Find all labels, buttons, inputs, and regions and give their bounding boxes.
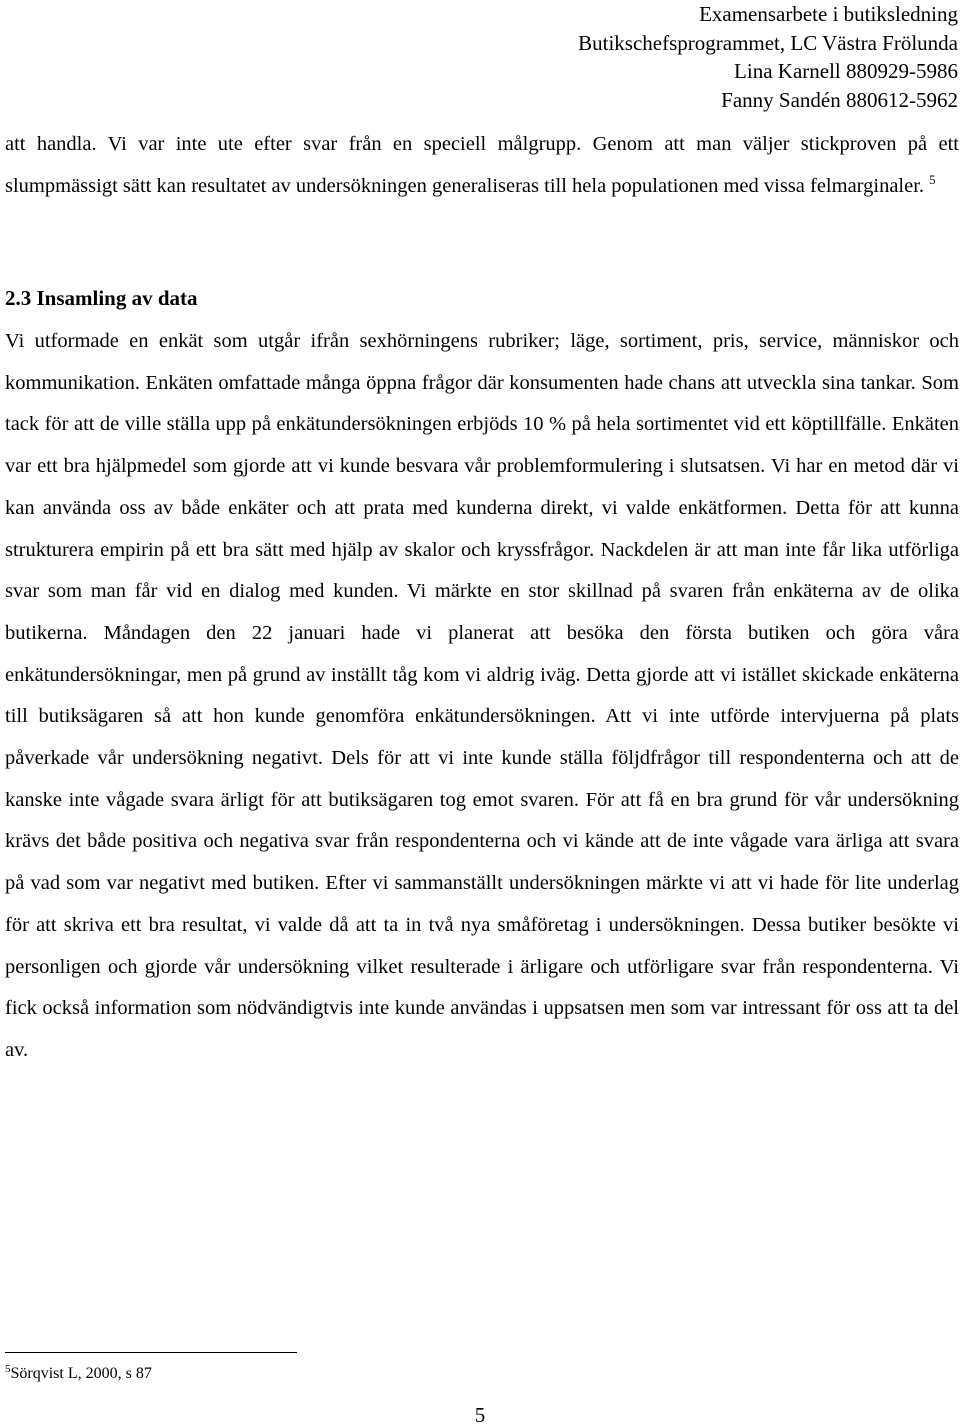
- section-paragraph: [5, 321, 959, 1072]
- section-heading: 2.3 Insamling av data: [5, 286, 198, 310]
- footnote-text: Sörqvist L, 2000, s 87: [10, 1365, 152, 1382]
- footnote-number: 5: [5, 1363, 11, 1375]
- footnote-divider: [5, 1352, 297, 1353]
- section-text: Vi utformade en enkät som utgår ifrån sexhörningens rubriker; läge, sortiment, pris, service, människor och kommunikation. Enkäten omfattade många öppna frågor där konsumenten hade chans att utveckla sina tankar. Som tack för att de ville ställa upp på enkätundersökningen erbjöds 10 % på hela sortimentet vid ett köptillfälle. Enkäten var ett bra hjälpmedel som gjorde att vi kunde besvara vår problemformulering i slutsatsen. Vi har en metod där vi kan använda oss av både enkäter och att prata med kunderna direkt, vi valde enkätformen. Detta för att kunna strukturera empirin på ett bra sätt med hjälp av skalor och kryssfrågor. Nackdelen är att man inte får lika utförliga svar som man får vid en dialog med kunden. Vi märkte en stor skillnad på svaren från enkäterna av de olika butikerna. Måndagen den 22 januari hade vi planerat att besöka den första butiken och göra våra enkätundersökningar, men på grund av inställt tåg kom vi aldrig iväg. Detta gjorde att vi istället skickade enkäterna till butiksägaren så att hon kunde genomföra enkätundersökningen. Att vi inte utförde intervjuerna på plats påverkade vår undersökning negativt. Dels för att vi inte kunde ställa följdfrågor till respondenterna och att de kanske inte vågade svara ärligt för att butiksägaren tog emot svaren. För att få en bra grund för vår undersökning krävs det både positiva och negativa svar från respondenterna och vi kände att de inte vågade vara ärliga att svara på vad som var negativt med butiken. Efter vi sammanställt undersökningen märkte vi att vi hade för lite underlag för att skriva ett bra resultat, vi valde då att ta in två nya småföretag i undersökningen. Dessa butiker besökte vi personligen och gjorde vår undersökning vilket resulterade i ärligare och utförligare svar från respondenterna. Vi fick också information som nödvändigtvis inte kunde användas i uppsatsen men som var intressant för oss att ta del av.: [5, 330, 959, 1061]
- header-course-title: Examensarbete i butiksledning: [699, 2, 958, 26]
- intro-paragraph: [5, 124, 959, 207]
- header-program: Butikschefsprogrammet, LC Västra Frölunda: [578, 30, 958, 55]
- footnote: [5, 1362, 152, 1386]
- page-number: 5: [474, 1403, 486, 1427]
- intro-text: att handla. Vi var inte ute efter svar från en speciell målgrupp. Genom att man väljer stickproven på ett slumpmässigt sätt kan resultatet av undersökningen generaliseras till hela populationen med vissa felmarginaler.: [5, 133, 959, 197]
- header-author-1: Lina Karnell 880929-5986: [734, 59, 958, 83]
- header-author-2: Fanny Sandén 880612-5962: [721, 87, 958, 112]
- footnote-reference: 5: [929, 171, 936, 187]
- document-header: [578, 0, 958, 114]
